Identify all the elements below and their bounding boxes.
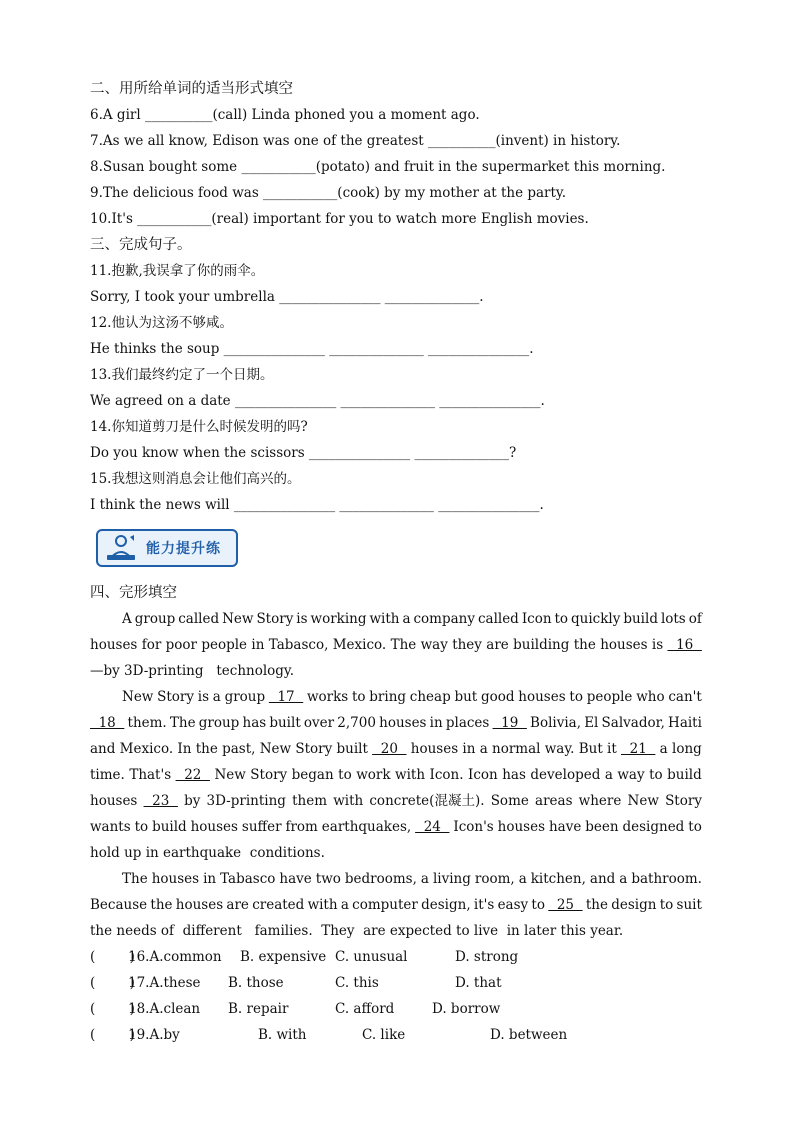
- passage-word: easy: [497, 897, 529, 913]
- passage-word: developed: [530, 767, 601, 783]
- passage-word: working: [310, 611, 367, 627]
- question-6: 6.A girl __________(call) Linda phoned you a moment ago.: [90, 107, 480, 123]
- passage-word: bathroom.: [631, 871, 702, 887]
- passage-line: [90, 792, 702, 810]
- passage-word: houses: [90, 793, 138, 809]
- passage-word: created: [252, 897, 305, 913]
- passage-word: to: [351, 689, 366, 705]
- passage-word: Some: [490, 793, 529, 809]
- passage-word: built: [269, 715, 301, 731]
- passage-word: room,: [474, 871, 515, 887]
- passage-line: [90, 636, 702, 654]
- passage-word: houses: [175, 897, 224, 913]
- passage-word: but: [454, 689, 478, 705]
- passage-word: The: [390, 637, 417, 653]
- passage-word: El: [584, 715, 599, 731]
- passage-word: Mexico.: [332, 637, 387, 653]
- passage-word: began: [291, 767, 334, 783]
- option-d: D. that: [455, 975, 502, 991]
- passage-word: Mexico.: [119, 741, 174, 757]
- passage-word: houses: [410, 741, 459, 757]
- section4-heading: 四、完形填空: [90, 585, 177, 601]
- passage-word: by: [184, 793, 201, 809]
- passage-word: Icon: [521, 611, 552, 627]
- option-q: 18.A.clean: [128, 1001, 201, 1017]
- option-c: C. this: [335, 975, 379, 991]
- option-c: C. like: [362, 1027, 406, 1043]
- passage-word: lots: [660, 611, 686, 627]
- passage-word: suffer: [241, 819, 282, 835]
- passage-word: Tabasco: [220, 871, 276, 887]
- passage-word: Tabasco,: [268, 637, 329, 653]
- passage-word: a: [518, 871, 527, 887]
- passage-word: it: [607, 741, 617, 757]
- passage-word: New: [627, 793, 659, 809]
- question-12-chinese: 12.他认为这汤不够咸。: [90, 315, 233, 331]
- question-11-chinese: 11.抱歉,我误拿了你的雨伞。: [90, 263, 265, 279]
- passage-word: computer: [352, 897, 418, 913]
- passage-word: and: [589, 871, 616, 887]
- cloze-blank: 24: [415, 819, 450, 835]
- cloze-blank: 16: [667, 637, 702, 653]
- person-study-icon: [104, 533, 138, 563]
- question-11-english: Sorry, I took your umbrella _______________ ______________.: [90, 289, 484, 305]
- passage-line: [90, 662, 294, 680]
- passage-word: design: [611, 897, 657, 913]
- passage-word: a: [340, 897, 349, 913]
- passage-word: it's: [473, 897, 495, 913]
- passage-word: houses: [497, 819, 546, 835]
- passage-word: a: [604, 767, 613, 783]
- cloze-blank: 18: [90, 715, 125, 731]
- cloze-blank: 17: [268, 689, 304, 705]
- passage-word: from: [285, 819, 318, 835]
- passage-word: Because: [90, 897, 148, 913]
- option-d: D. between: [490, 1027, 568, 1043]
- passage-word: the: [573, 637, 596, 653]
- passage-word: is: [296, 611, 308, 627]
- passage-word: houses: [90, 637, 138, 653]
- option-d: D. strong: [455, 949, 519, 965]
- passage-word: poor: [165, 637, 197, 653]
- cloze-blank: 25: [548, 897, 583, 913]
- passage-word: a: [479, 741, 488, 757]
- passage-word: houses: [379, 715, 427, 731]
- answer-bracket[interactable]: ( ): [90, 1001, 135, 1017]
- passage-word: a: [659, 741, 668, 757]
- option-q: 17.A.these: [128, 975, 201, 991]
- passage-word: A: [122, 611, 132, 627]
- question-10: 10.It's ___________(real) important for you to watch more English movies.: [90, 211, 589, 227]
- passage-word: them.: [127, 715, 167, 731]
- passage-word: build: [152, 819, 187, 835]
- passage-word: design,: [421, 897, 471, 913]
- option-q: 19.A.by: [128, 1027, 180, 1043]
- passage-word: Story: [295, 741, 333, 757]
- passage-word: That's: [129, 767, 172, 783]
- passage-line: [122, 688, 702, 706]
- question-13-english: We agreed on a date _______________ ______________ _______________.: [90, 393, 545, 409]
- passage-word: New: [259, 741, 292, 757]
- passage-word: Story: [665, 793, 702, 809]
- passage-word: with: [333, 793, 364, 809]
- passage-word: way.: [544, 741, 575, 757]
- passage-word: with: [395, 767, 426, 783]
- passage-text: —by 3D-printing technology.: [90, 663, 295, 679]
- passage-word: Salvador,: [601, 715, 665, 731]
- passage-word: Story: [157, 689, 194, 705]
- passage-word: to: [134, 819, 149, 835]
- passage-word: 3D-printing: [206, 793, 286, 809]
- passage-word: has: [502, 767, 526, 783]
- passage-word: and: [90, 741, 116, 757]
- passage-word: houses: [518, 689, 566, 705]
- passage-word: works: [306, 689, 349, 705]
- passage-word: work: [356, 767, 391, 783]
- passage-word: of: [688, 611, 702, 627]
- passage-word: houses: [151, 871, 200, 887]
- badge-label: 能力提升练: [146, 541, 221, 557]
- passage-line: [90, 740, 702, 758]
- passage-line: [90, 818, 702, 836]
- passage-word: the: [150, 897, 173, 913]
- passage-word: for: [141, 637, 162, 653]
- passage-word: In: [177, 741, 192, 757]
- passage-word: Icon: [468, 767, 498, 783]
- passage-word: the: [195, 741, 218, 757]
- option-b: B. expensive: [240, 949, 327, 965]
- passage-word: 2,700: [337, 715, 376, 731]
- passage-word: to: [338, 767, 352, 783]
- question-15-chinese: 15.我想这则消息会让他们高兴的。: [90, 471, 301, 487]
- passage-word: cheap: [409, 689, 451, 705]
- passage-word: to: [688, 819, 702, 835]
- option-b: B. with: [258, 1027, 307, 1043]
- passage-word: them: [292, 793, 328, 809]
- section2-heading: 二、用所给单词的适当形式填空: [90, 81, 293, 97]
- passage-word: bedrooms,: [344, 871, 417, 887]
- passage-word: two: [315, 871, 341, 887]
- passage-word: in: [462, 741, 476, 757]
- passage-word: a: [402, 611, 411, 627]
- passage-word: have: [548, 819, 582, 835]
- passage-word: quickly: [571, 611, 621, 627]
- passage-word: in: [203, 871, 217, 887]
- passage-word: good: [480, 689, 515, 705]
- passage-word: earthquakes,: [321, 819, 412, 835]
- cloze-blank: 22: [175, 767, 210, 783]
- passage-word: has: [242, 715, 267, 731]
- passage-word: the: [585, 897, 608, 913]
- answer-bracket[interactable]: ( ): [90, 975, 135, 991]
- passage-word: group: [198, 715, 240, 731]
- passage-word: suit: [676, 897, 702, 913]
- passage-word: areas: [535, 793, 573, 809]
- passage-line: [90, 844, 325, 862]
- passage-word: is: [197, 689, 209, 705]
- question-9: 9.The delicious food was ___________(cook) by my mother at the party.: [90, 185, 567, 201]
- passage-word: to: [659, 897, 674, 913]
- passage-word: a: [420, 871, 429, 887]
- passage-word: time.: [90, 767, 125, 783]
- passage-word: building: [513, 637, 570, 653]
- passage-word: houses: [600, 637, 648, 653]
- passage-word: is: [651, 637, 664, 653]
- passage-word: group: [224, 689, 266, 705]
- option-b: B. repair: [228, 1001, 289, 1017]
- passage-word: in: [429, 715, 443, 731]
- passage-word: way: [617, 767, 645, 783]
- passage-word: But: [578, 741, 603, 757]
- cloze-blank: 21: [621, 741, 656, 757]
- question-8: 8.Susan bought some ___________(potato) and fruit in the supermarket this morning.: [90, 159, 666, 175]
- passage-line: [122, 870, 702, 888]
- passage-word: group: [134, 611, 176, 627]
- passage-word: Icon.: [429, 767, 464, 783]
- passage-word: with: [307, 897, 338, 913]
- option-q: 16.A.common: [128, 949, 222, 965]
- question-14-english: Do you know when the scissors _______________ ______________?: [90, 445, 517, 461]
- passage-word: company: [413, 611, 475, 627]
- passage-word: Story: [250, 767, 288, 783]
- passage-word: New: [122, 689, 154, 705]
- passage-word: The: [169, 715, 196, 731]
- passage-word: living: [432, 871, 471, 887]
- passage-line: [90, 896, 702, 914]
- passage-word: where: [578, 793, 622, 809]
- passage-word: build: [623, 611, 658, 627]
- passage-word: designed: [622, 819, 685, 835]
- passage-word: New: [214, 767, 246, 783]
- passage-word: to: [569, 689, 583, 705]
- passage-word: build: [667, 767, 702, 783]
- passage-word: New: [222, 611, 254, 627]
- passage-word: concrete(混凝土).: [369, 793, 485, 809]
- passage-word: have: [279, 871, 312, 887]
- passage-word: wants: [90, 819, 131, 835]
- passage-line: [90, 714, 702, 732]
- cloze-blank: 20: [372, 741, 407, 757]
- passage-word: a: [212, 689, 221, 705]
- question-14-chinese: 14.你知道剪刀是什么时候发明的吗?: [90, 419, 308, 435]
- passage-word: places: [445, 715, 490, 731]
- passage-word: with: [369, 611, 400, 627]
- passage-word: people: [586, 689, 633, 705]
- passage-word: bring: [369, 689, 407, 705]
- passage-word: normal: [492, 741, 541, 757]
- passage-word: to: [531, 897, 545, 913]
- option-c: C. unusual: [335, 949, 408, 965]
- passage-word: in: [251, 637, 265, 653]
- passage-word: been: [585, 819, 619, 835]
- passage-word: are: [226, 897, 249, 913]
- passage-word: over: [303, 715, 335, 731]
- cloze-blank: 19: [492, 715, 527, 731]
- passage-word: The: [122, 871, 148, 887]
- passage-word: kitchen,: [530, 871, 586, 887]
- passage-word: they: [452, 637, 482, 653]
- passage-word: who: [636, 689, 665, 705]
- passage-word: can't: [668, 689, 702, 705]
- passage-word: a: [619, 871, 628, 887]
- question-12-english: He thinks the soup _______________ ______________ _______________.: [90, 341, 534, 357]
- section3-heading: 三、完成句子。: [90, 237, 192, 253]
- passage-line: [90, 766, 702, 784]
- cloze-blank: 23: [143, 793, 178, 809]
- passage-word: to: [649, 767, 663, 783]
- passage-word: Story: [256, 611, 294, 627]
- passage-word: called: [477, 611, 519, 627]
- option-c: C. afford: [335, 1001, 395, 1017]
- question-13-chinese: 13.我们最终约定了一个日期。: [90, 367, 274, 383]
- passage-word: built: [336, 741, 368, 757]
- answer-bracket[interactable]: ( ): [90, 1027, 135, 1043]
- passage-word: people: [201, 637, 248, 653]
- passage-word: way: [420, 637, 448, 653]
- passage-word: past,: [222, 741, 256, 757]
- question-15-english: I think the news will _______________ ______________ _______________.: [90, 497, 544, 513]
- passage-word: Bolivia,: [530, 715, 582, 731]
- passage-word: Icon's: [453, 819, 494, 835]
- passage-word: called: [178, 611, 220, 627]
- passage-word: long: [672, 741, 702, 757]
- passage-word: houses: [190, 819, 238, 835]
- passage-line: [90, 922, 623, 940]
- passage-line: [122, 610, 702, 628]
- option-b: B. those: [228, 975, 284, 991]
- question-7: 7.As we all know, Edison was one of the greatest __________(invent) in history.: [90, 133, 621, 149]
- passage-word: Haiti: [668, 715, 702, 731]
- passage-text: the needs of different families. They are expected to live in later this year.: [90, 923, 624, 939]
- answer-bracket[interactable]: ( ): [90, 949, 135, 965]
- passage-text: hold up in earthquake conditions.: [90, 845, 325, 861]
- passage-word: to: [554, 611, 569, 627]
- ability-improvement-badge: [96, 529, 238, 567]
- option-d: D. borrow: [432, 1001, 501, 1017]
- passage-word: are: [486, 637, 509, 653]
